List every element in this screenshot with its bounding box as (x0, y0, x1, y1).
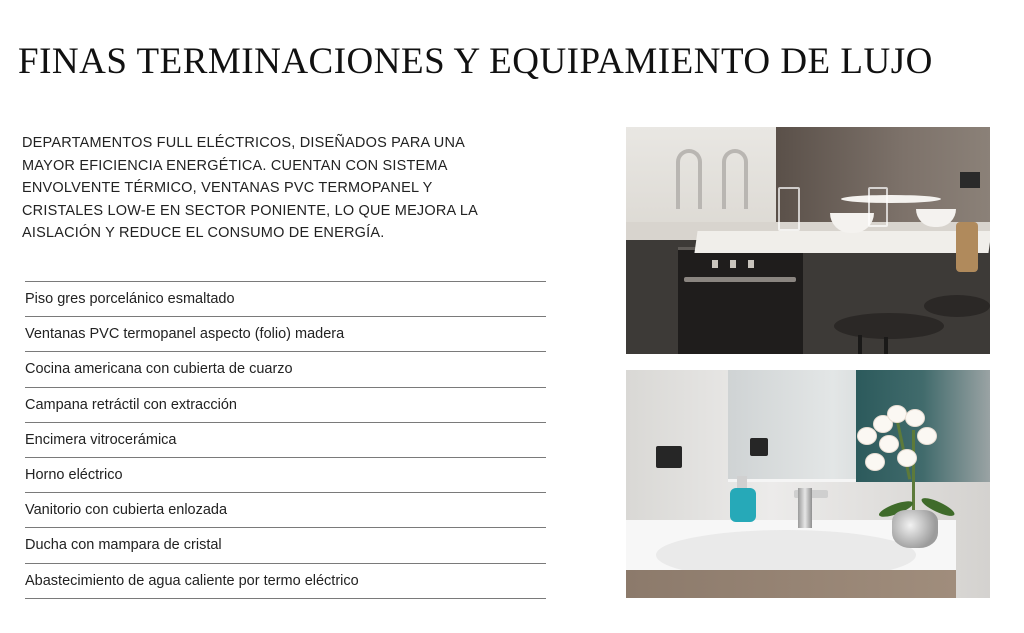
feature-item: Ducha con mampara de cristal (25, 528, 546, 563)
page-title: FINAS TERMINACIONES Y EQUIPAMIENTO DE LUJO (18, 41, 933, 82)
feature-item: Campana retráctil con extracción (25, 388, 546, 423)
feature-item: Piso gres porcelánico esmaltado (25, 282, 546, 317)
bathroom-photo (626, 370, 990, 598)
feature-item: Cocina americana con cubierta de cuarzo (25, 352, 546, 387)
intro-paragraph (22, 132, 542, 245)
intro-line: MAYOR EFICIENCIA ENERGÉTICA. CUENTAN CON SISTEMA (22, 157, 448, 174)
feature-item: Horno eléctrico (25, 458, 546, 493)
feature-item: Encimera vitrocerámica (25, 423, 546, 458)
intro-line: ENVOLVENTE TÉRMICO, VENTANAS PVC TERMOPANEL Y (22, 180, 433, 196)
kitchen-photo (626, 127, 990, 354)
intro-line: AISLACIÓN Y REDUCE EL CONSUMO DE ENERGÍA. (22, 225, 385, 241)
feature-item: Ventanas PVC termopanel aspecto (folio) madera (25, 317, 546, 352)
features-list (25, 281, 546, 599)
feature-item: Abastecimiento de agua caliente por termo eléctrico (25, 564, 546, 599)
feature-item: Vanitorio con cubierta enlozada (25, 493, 546, 528)
intro-line: DEPARTAMENTOS FULL ELÉCTRICOS, DISEÑADOS PARA UNA (22, 135, 466, 151)
intro-line: CRISTALES LOW-E EN SECTOR PONIENTE, LO QUE MEJORA LA (22, 202, 478, 219)
